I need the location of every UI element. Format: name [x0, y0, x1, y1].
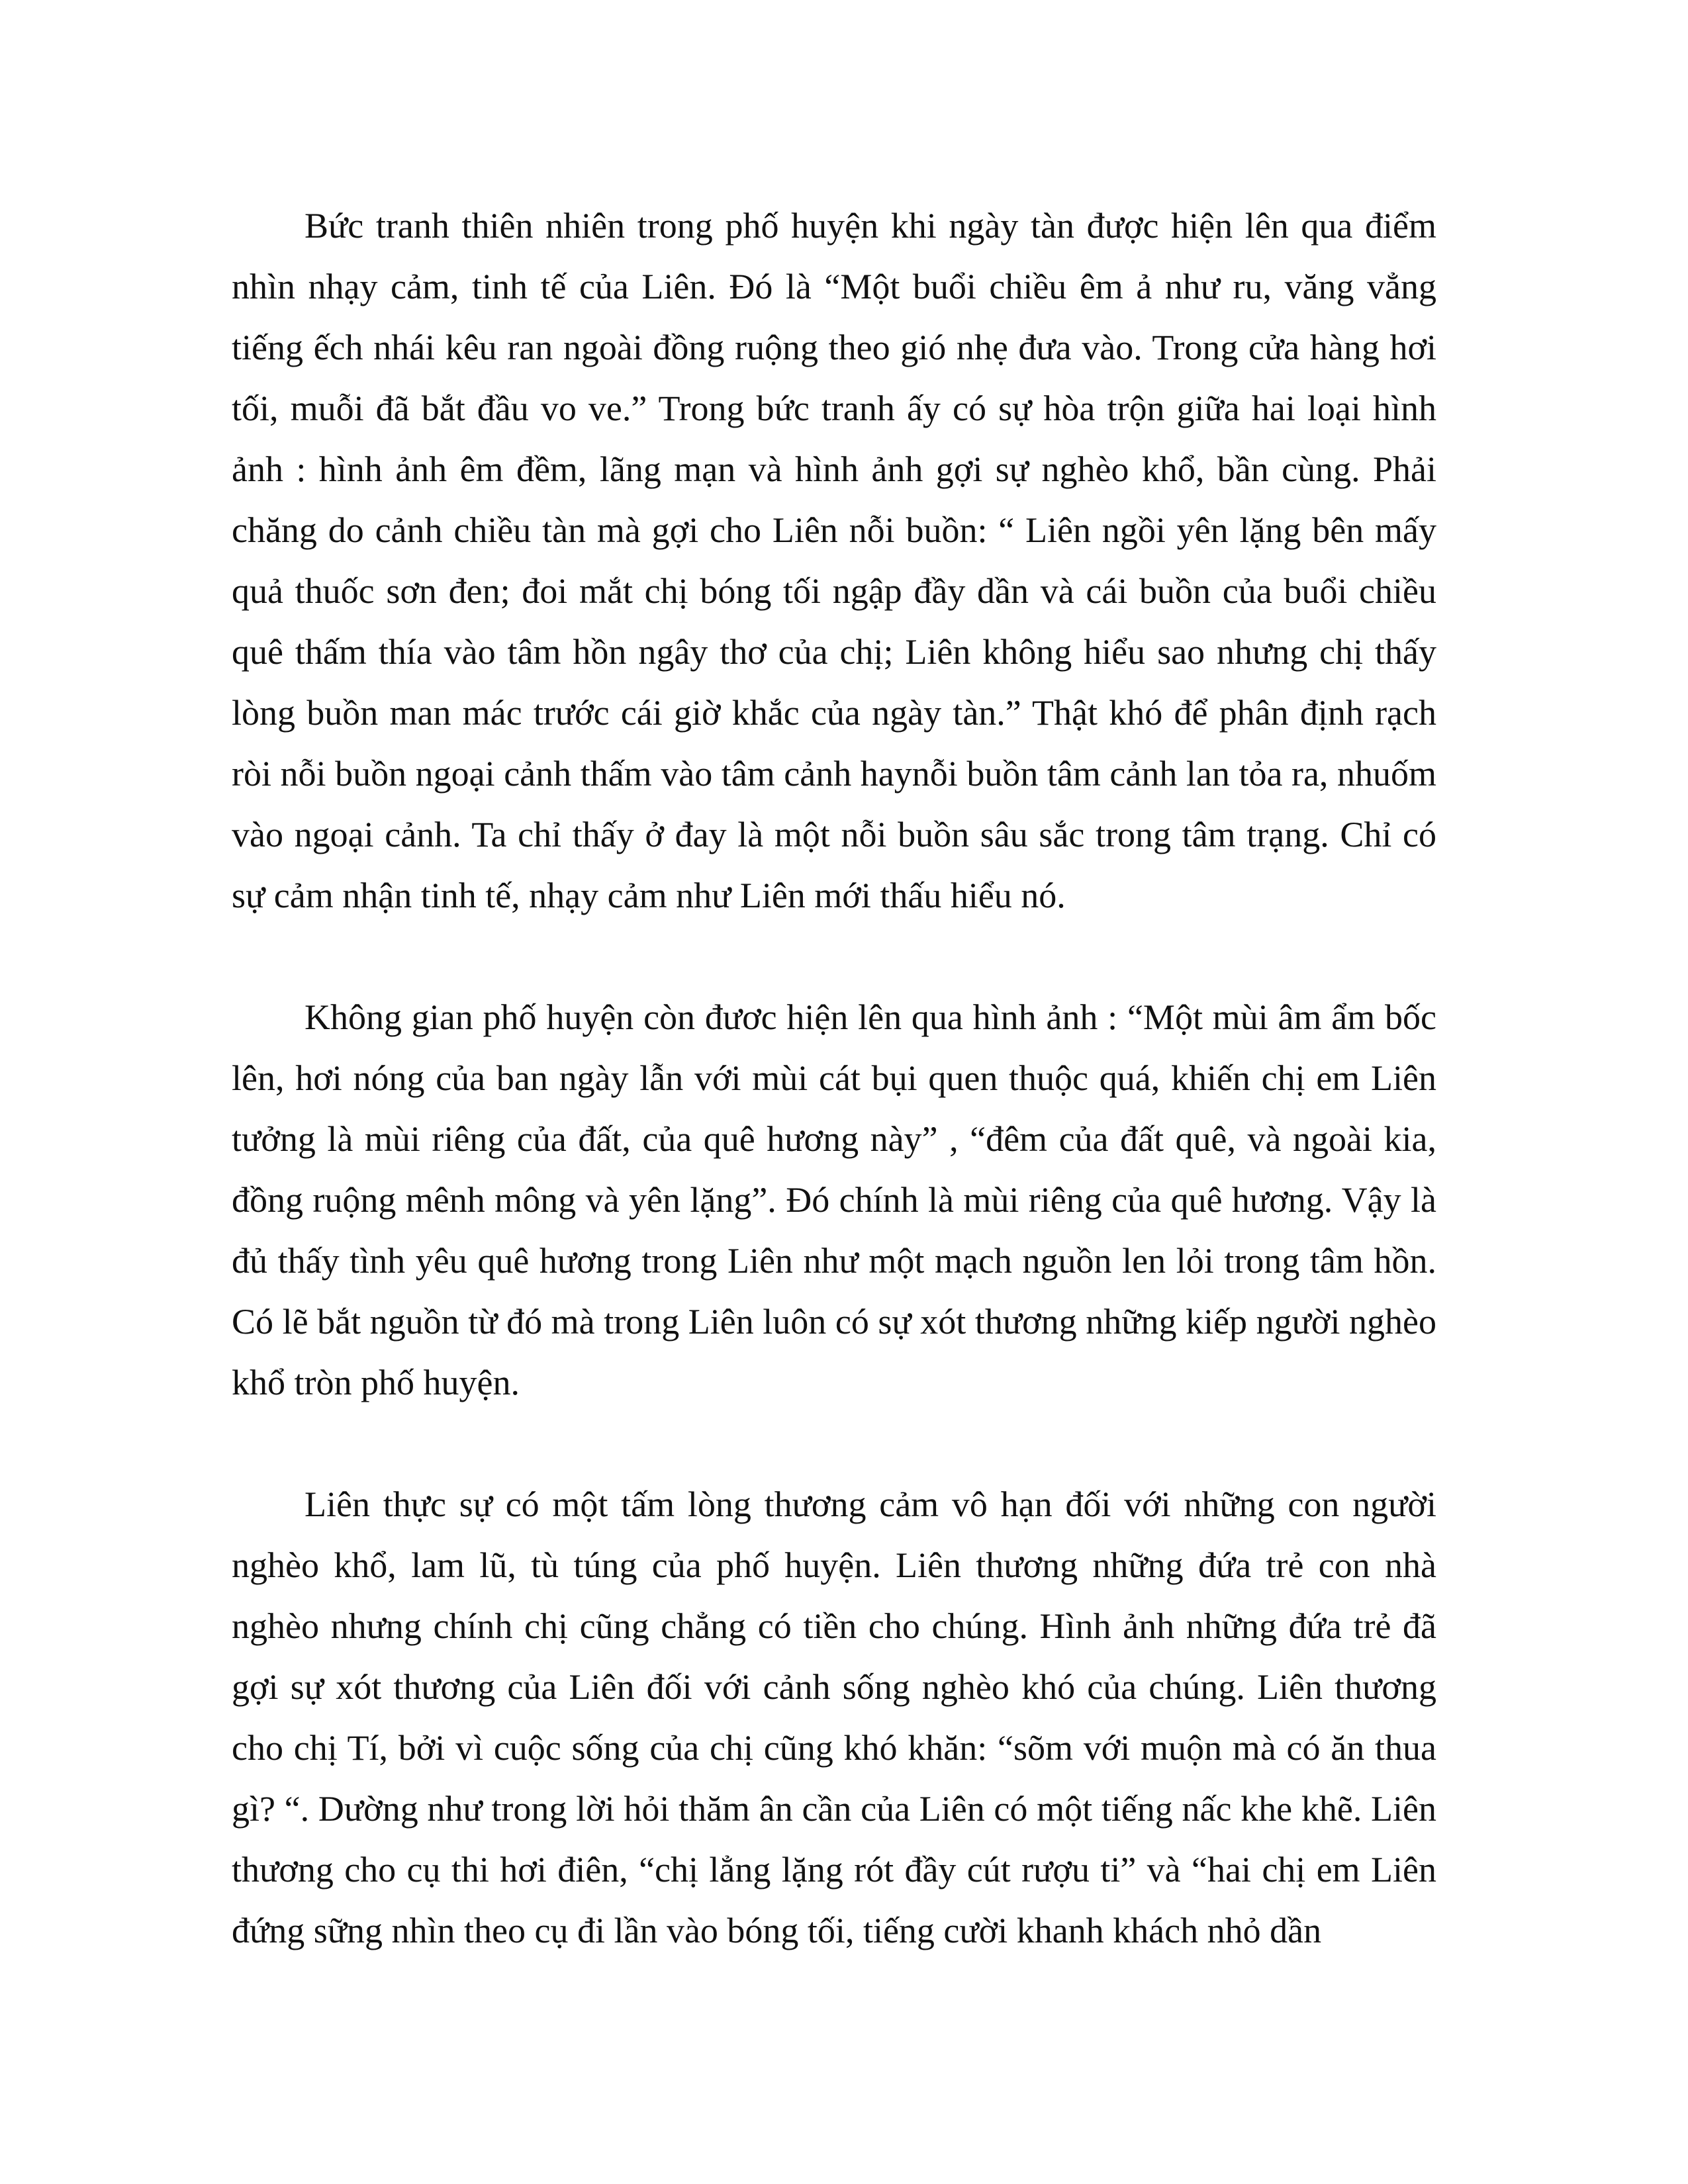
body-text — [232, 195, 1436, 1961]
paragraph-3: Liên thực sự có một tấm lòng thương cảm vô hạn đối với những con người nghèo khổ, lam lũ, tù túng của phố huyện. Liên thương những đứa trẻ con nhà nghèo nhưng chính chị cũng chẳng có tiền cho chúng. Hình ảnh những đứa trẻ đã gợi sự xót thương của Liên đối với cảnh sống nghèo khó của chúng. Liên thương cho chị Tí, bởi vì cuộc sống của chị cũng khó khăn: “sõm với muộn mà có ăn thua gì? “. Dường như trong lời hỏi thăm ân cần của Liên có một tiếng nấc khe khẽ. Liên thương cho cụ thi hơi điên, “chị lẳng lặng rót đầy cút rượu ti” và “hai chị em Liên đứng sững nhìn theo cụ đi lần vào bóng tối, tiếng cười khanh khách nhỏ dần — [232, 1484, 1436, 1950]
paragraph-1: Bức tranh thiên nhiên trong phố huyện khi ngày tàn được hiện lên qua điểm nhìn nhạy cảm, tinh tế của Liên. Đó là “Một buổi chiều êm ả như ru, văng vẳng tiếng ếch nhái kêu ran ngoài đồng ruộng theo gió nhẹ đưa vào. Trong cửa hàng hơi tối, muỗi đã bắt đầu vo ve.” Trong bức tranh ấy có sự hòa trộn giữa hai loại hình ảnh : hình ảnh êm đềm, lãng mạn và hình ảnh gợi sự nghèo khổ, bần cùng. Phải chăng do cảnh chiều tàn mà gợi cho Liên nỗi buồn: “ Liên ngồi yên lặng bên mấy quả thuốc sơn đen; đoi mắt chị bóng tối ngập đầy dần và cái buồn của buổi chiều quê thấm thía vào tâm hồn ngây thơ của chị; Liên không hiểu sao nhưng chị thấy lòng buồn man mác trước cái giờ khắc của ngày tàn.” Thật khó để phân định rạch ròi nỗi buồn ngoại cảnh thấm vào tâm cảnh haynỗi buồn tâm cảnh lan tỏa ra, nhuốm vào ngoại cảnh. Ta chỉ thấy ở đay là một nỗi buồn sâu sắc trong tâm trạng. Chỉ có sự cảm nhận tinh tế, nhạy cảm như Liên mới thấu hiểu nó. — [232, 206, 1436, 915]
paragraph-2: Không gian phố huyện còn đươc hiện lên qua hình ảnh : “Một mùi âm ẩm bốc lên, hơi nóng của ban ngày lẫn với mùi cát bụi quen thuộc quá, khiến chị em Liên tưởng là mùi riêng của đất, của quê hương này” , “đêm của đất quê, và ngoài kia, đồng ruộng mênh mông và yên lặng”. Đó chính là mùi riêng của quê hương. Vậy là đủ thấy tình yêu quê hương trong Liên như một mạch nguồn len lỏi trong tâm hồn. Có lẽ bắt nguồn từ đó mà trong Liên luôn có sự xót thương những kiếp người nghèo khổ tròn phố huyện. — [232, 997, 1436, 1402]
